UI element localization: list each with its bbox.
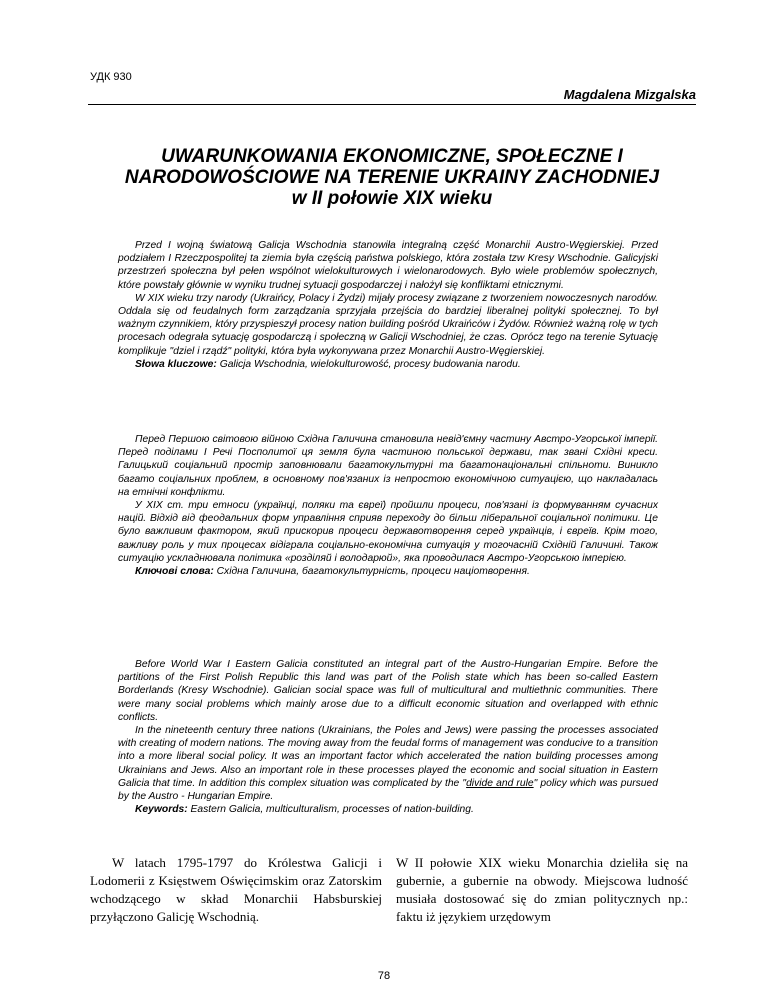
title-line-1: UWARUNKOWANIA EKONOMICZNE, SPOŁECZNE I — [161, 146, 623, 167]
title-line-3: w II połowie XIX wieku — [291, 188, 493, 209]
abstract-paragraph: Przed I wojną światową Galicja Wschodnia stanowiła integralną część Monarchii Austro-Węgierskiej. Przed podziałem I Rzeczpospolitej ta ziemia była częścią państwa polskiego, która została tzw Kresy Wschodnie. Galicyjski przestrzeń społeczna był pełen wspólnot wielokulturowych i wielonarodowych. Było wiele problemów społecznych, które powstały głównie w wyniku trudnej sytuacji gospodarczej i nałożył się konfliktami etnicznymi. — [118, 240, 658, 291]
abstract-text: In the nineteenth century three nations (Ukrainians, the Poles and Jews) were passing the processes associated with creating of modern nations. The moving away from the feudal forms of management was conducive to a transition into a more liberal social policy. It was an important factor which accelerated the nation building processes among Ukrainians and Jews. Also an important role in these processes played the economic and social situation in Eastern Galicia that time. In addition this complex situation was complicated by the " — [118, 725, 658, 789]
keywords — [118, 358, 658, 371]
keywords-text: Східна Галичина, багатокультурність, процеси націотворення. — [213, 566, 530, 578]
keywords-label: Ключові слова: — [135, 566, 214, 578]
abstract-ukrainian — [118, 433, 658, 578]
abstract-paragraph: Перед Першою світовою війною Східна Галичина становила невід'ємну частину Австро-Угорської імперії. Перед поділами І Речі Посполитої ця земля була частиною польської держави, так звані Східні креси. Галицький соціальний простір заповнювали багатокультурні та багатонаціональні спільноти. Виникло багато соціальних проблем, в основному пов'язаних із непростою економічною ситуацією, що накладалась на етнічні конфлікти. — [118, 434, 658, 498]
keywords-text: Galicja Wschodnia, wielokulturowość, procesy budowania narodu. — [216, 358, 521, 370]
author-name: Magdalena Mizgalska — [88, 87, 696, 105]
keywords-label: Słowa kluczowe: — [135, 358, 217, 370]
abstract-paragraph: W XIX wieku trzy narody (Ukraińcy, Polacy i Żydzi) mijały procesy związane z tworzeniem nowoczesnych narodów. Oddala się od feudalnych form zarządzania sprzyjała przejścia do bardziej liberalnej polityki społecznej. To był ważnym czynnikiem, który przyspieszył procesy nation building pośród Ukraińców i Żydów. Również ważną rolę w tych procesach odegrała sytuację gospodarczą i społeczną w Galicji Wschodniej, że czas. Oprócz tego na terenie Sytuację komplikuje "dziel i rządź" polityki, która była wykonywana przez Monarchii Austro-Węgierskiej. — [118, 292, 658, 357]
abstract-paragraph — [118, 724, 658, 803]
keywords-label: Keywords: — [135, 804, 188, 816]
article-title — [88, 146, 696, 209]
body-column-right: W II połowie XIX wieku Monarchia dzieliła się na gubernie, a gubernie na obwody. Miejscowa ludność musiała dostosować się do zmian politycznych np.: faktu iż językiem urzędowym — [396, 855, 688, 924]
body-column-left: W latach 1795-1797 do Królestwa Galicji i Lodomerii z Księstwem Oświęcimskim oraz Zatorskim wchodzącego w skład Monarchii Habsburskiej przyłączono Galicję Wschodnią. — [90, 855, 382, 924]
abstract-polish — [118, 239, 658, 371]
page-number: 78 — [377, 970, 391, 982]
udk-code: УДК 930 — [90, 71, 132, 83]
title-line-2: NARODOWOŚCIOWE NA TERENIE UKRAINY ZACHODNIEJ — [124, 167, 660, 188]
abstract-english — [118, 658, 658, 816]
keywords — [118, 565, 658, 578]
underlined-phrase: divide and rule — [466, 777, 534, 789]
abstract-paragraph: У XIX ст. три етноси (українці, поляки та євреї) пройшли процеси, пов'язані із формуванням сучасних націй. Відхід від феодальних форм управління сприяв переходу до більш ліберальної соціальної політики. Це було важливим фактором, який прискорив процеси державотворення серед українців, і євреїв. Крім того, важливу роль у тих процесах відіграла соціально-економічна ситуація у тогочасній Східній Галичині. Також ситуацію ускладнювала політика «розділяй і володарюй», яка проводилася Австро-Угорською імперією. — [118, 500, 658, 564]
keywords-text: Eastern Galicia, multiculturalism, processes of nation-building. — [187, 804, 474, 816]
abstract-paragraph: Before World War I Eastern Galicia constituted an integral part of the Austro-Hungarian Empire. Before the partitions of the First Polish Republic this land was part of the Polish state which has been so-called Eastern Borderlands (Kresy Wschodnie). Galician social space was full of multicultural and multiethnic communities. There were many social problems which mainly arose due to a difficult economic situation and overlapped with ethnic conflicts. — [118, 659, 658, 723]
keywords — [118, 803, 658, 816]
abstract-text: " policy which was pursued by the Austro - Hungarian Empire. — [118, 777, 658, 803]
